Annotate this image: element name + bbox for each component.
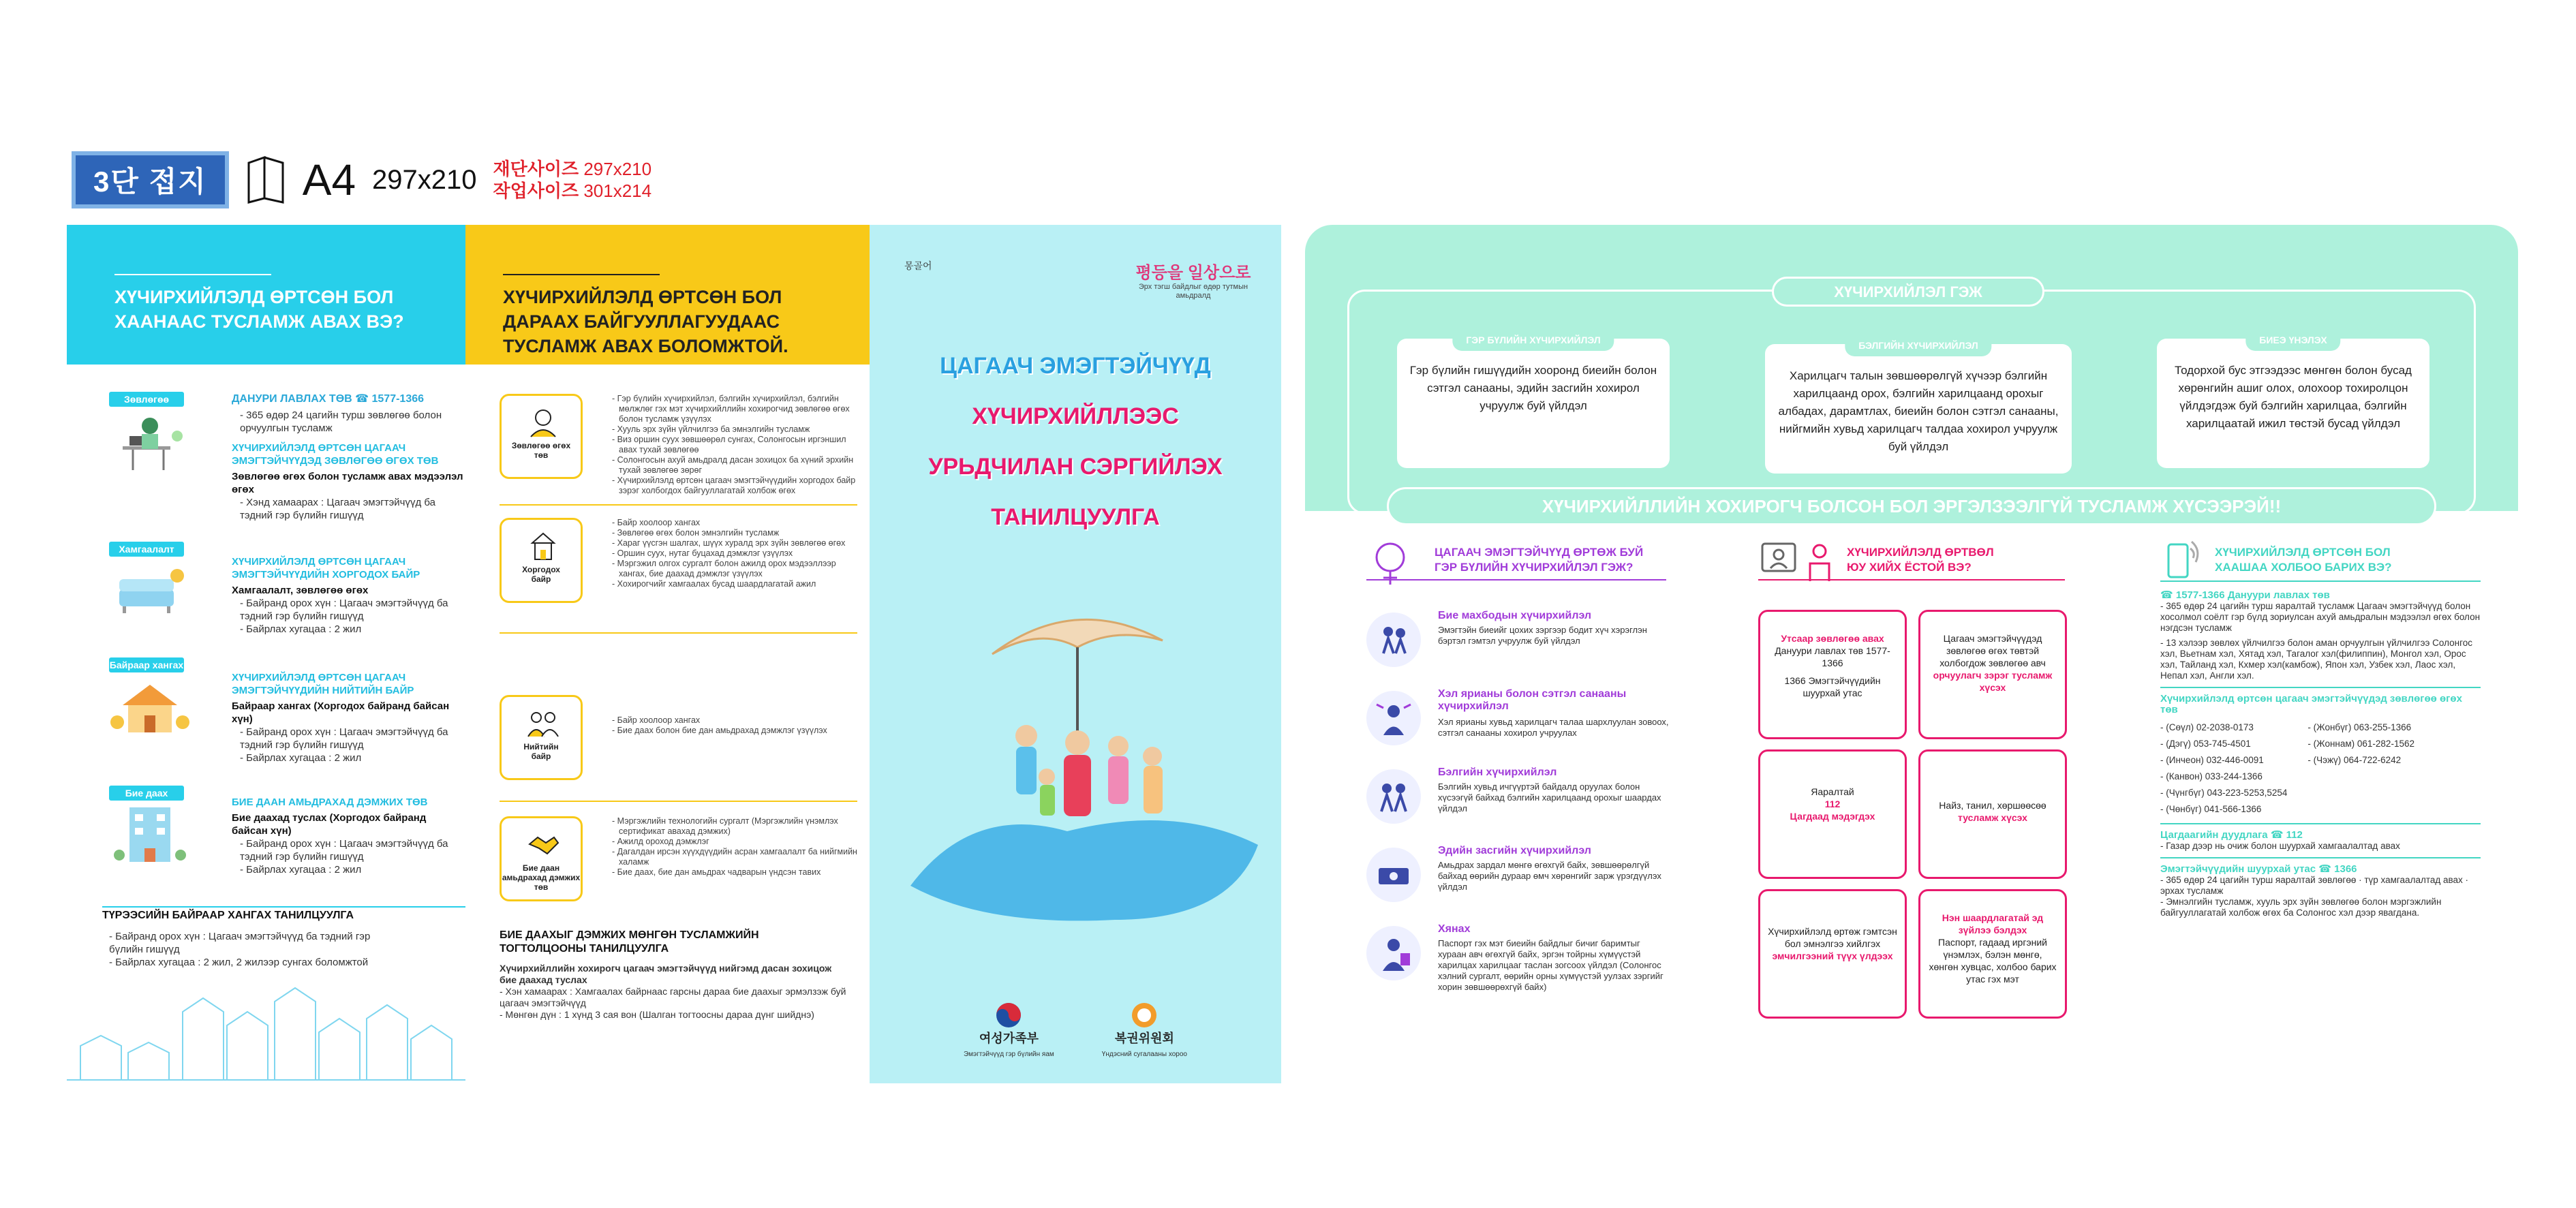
- violence-type: [1366, 688, 1669, 760]
- org-items: [612, 518, 857, 589]
- section2-subtitle: ХҮЧИРХИЙЛЭЛД ӨРТСӨН ЦАГААЧ ЭМЭГТЭЙЧҮҮДИЙН ХОРГОДОХ БАЙР: [232, 556, 420, 580]
- definition-card: [1765, 340, 2072, 474]
- violence-type-title: Бэлгийн хүчирхийлэл: [1438, 766, 1557, 778]
- umbrella-family-illustration-icon: [890, 600, 1272, 940]
- org-items: [612, 715, 857, 736]
- section-tag: Байраар хангах: [109, 657, 184, 672]
- ministry-subtitle: Эмэгтэйчүүд гэр бүлийн яам: [964, 1051, 1054, 1058]
- contact-line: - 365 өдөр 24 цагийн турш яаралтай зөвлөгөө · түр хамгаалалтад авах · эрхах тусламж: [2160, 875, 2469, 896]
- panel1-title-line1: ХҮЧИРХИЙЛЭЛД ӨРТСӨН БОЛ: [114, 287, 394, 307]
- org-name: амьдрахад дэмжих төв: [502, 873, 581, 892]
- lottery-council-icon: [1131, 1002, 1158, 1029]
- section1-subtitle: ХҮЧИРХИЙЛЭЛД ӨРТСӨН ЦАГААЧ ЭМЭГТЭЙЧҮҮДЭД ЗӨВЛӨГӨӨ ӨГӨХ ТӨВ: [232, 442, 439, 467]
- org-list-item: - Виз оршин суух зөвшөөрөл сунгах, Солонгосын иргэншил авах тухай зөвлөгөө: [612, 435, 846, 454]
- card-title: ГЭР БҮЛИЙН ХҮЧИРХИЙЛЭЛ: [1452, 329, 1614, 351]
- org-name: байр: [531, 574, 551, 584]
- self-help-text: [500, 963, 847, 1021]
- definition-card: [1397, 335, 1670, 468]
- column1-title-line2: ГЭР БҮЛИЙН ХҮЧИРХИЙЛЭЛ ГЭЖ?: [1435, 561, 1634, 574]
- ministry-logo: [964, 1002, 1054, 1058]
- org-box: [500, 695, 583, 780]
- org-list-item: - Байр хоолоор хангах: [612, 715, 701, 725]
- city-list-left: [2160, 719, 2287, 818]
- violence-type-desc: Амьдрах зардал мөнгө өгөхгүй байх, зөвшөөрөлгүй байхад өөрийн дураар өмч хөрөнгийг зарж үрэгдүүлэх үйлдэл: [1438, 860, 1661, 892]
- violence-type: [1366, 766, 1666, 838]
- violence-type-title: Хэл ярианы болон сэтгэл санааны хүчирхийлэл: [1438, 688, 1627, 712]
- city-phone: - (Чөнбүг) 041-566-1366: [2160, 804, 2262, 814]
- contact-heading: Цагдаагийн дуудлага ☎ 112: [2160, 829, 2303, 841]
- org-list-item: - Дагалдан ирсэн хүүхдүүдийн асран хамгаалалт ба нийгмийн халамж: [612, 847, 857, 867]
- panel-where-help: [67, 225, 465, 1083]
- paper-dims: 297x210: [372, 164, 477, 195]
- language-label: 몽골어: [904, 260, 932, 271]
- counselor-icon: [527, 405, 559, 438]
- org-list-item: - Солонгосын ахуй амьдралд дасан зохицох ба хүний эрхийн тухай зөвлөгөө зөрөг: [612, 455, 854, 475]
- fold-type-badge: 3단 접지: [72, 151, 229, 208]
- action-text: Паспорт, гадаад иргэний үнэмлэх, бэлэн мөнгө, хөнгөн хувцас, холбоо барих утас гэх мэт: [1929, 937, 2057, 985]
- section4-line: - Байрлах хугацаа : 2 жил: [240, 864, 362, 876]
- contact-heading: Хүчирхийлэлд өртсөн цагаач эмэгтэйчүүдэд зөвлөгөө өгөх төв: [2160, 693, 2462, 715]
- contact-line: - Газар дээр нь очиж болон шуурхай хамгаалалтад авах: [2160, 841, 2400, 851]
- what-to-do-column: [1758, 545, 2065, 985]
- column3-title-line1: ХҮЧИРХИЙЛЭЛД ӨРТСӨН БОЛ: [2215, 546, 2391, 559]
- contacts-column: [2160, 545, 2481, 918]
- action-text: Дануури лавлах төв 1577-1366: [1775, 645, 1890, 668]
- sponsor-logos: [870, 1002, 1281, 1058]
- slogan-banner: ХҮЧИРХИЙЛЛИЙН ХОХИРОГЧ БОЛСОН БОЛ ЭРГЭЛЗЭЭЛГҮЙ ТУСЛАМЖ ХҮСЭЭРЭЙ!!: [1387, 487, 2436, 525]
- org-list-item: - Бие даах, бие дан амьдрах чадварын үндсэн тавих: [612, 867, 821, 877]
- city-phone: - (Жонбүг) 063-255-1366: [2307, 722, 2412, 732]
- city-phone: - (Дэгү) 053-745-4501: [2160, 739, 2251, 749]
- org-list-item: - Мэргэжил олгох сургалт болон ажилд орох мэдээллээр хангах, бие даахад дэмжлэг үзүүлэх: [612, 559, 836, 578]
- control-icon: [1366, 926, 1421, 980]
- city-phone: - (Сөүл) 02-2038-0173: [2160, 722, 2254, 732]
- action-text: Найз, танил, хөршөөсөө: [1939, 800, 2046, 811]
- violence-type-title: Эдийн засгийн хүчирхийлэл: [1438, 845, 1591, 856]
- column2-title: [1758, 545, 2065, 575]
- counseling-illustration-icon: [109, 409, 191, 477]
- section2-line: - Байрлах хугацаа : 2 жил: [240, 623, 362, 635]
- divider: [2160, 823, 2481, 824]
- org-box: [500, 816, 583, 901]
- section-tag: Бие даах: [109, 786, 184, 801]
- work-size: 301x214: [583, 181, 652, 201]
- definition-card: [2157, 335, 2429, 468]
- cut-label: 재단사이즈: [493, 159, 579, 179]
- section4-text: [232, 796, 463, 876]
- city-phone: - (Инчеон) 032-446-0091: [2160, 755, 2264, 765]
- org-name: Нийтийн: [523, 742, 559, 752]
- violence-type: [1366, 923, 1666, 1019]
- section-tag: Зөвлөгөө: [109, 392, 184, 407]
- contact-line: - 13 хэлээр зөвлөх үйлчилгээ болон аман орчуулгын үйлчилгээ Солонгос хэл, Вьетнам хэл, Хятад хэл, Тагалог хэл(филиппин), Монгол хэл, Орос хэл, Тайланд хэл, Кхмер хэл(камбож), Япон хэл, Узбек хэл, Лаос хэл, Непал хэл, Англи хэл.: [2160, 638, 2472, 681]
- org-list-item: - Зөвлөгөө өгөх болон эмнэлгийн тусламж: [612, 528, 780, 538]
- section1-text: [232, 409, 463, 522]
- org-box: [500, 518, 583, 603]
- house-illustration-icon: [109, 675, 191, 743]
- violence-type-title: Хянах: [1438, 923, 1471, 935]
- org-list-item: - Байр хоолоор хангах: [612, 518, 701, 527]
- city-numbers: [2160, 719, 2481, 818]
- housing-title: ТҮРЭЭСИЙН БАЙРААР ХАНГАХ ТАНИЛЦУУЛГА: [102, 910, 354, 921]
- org-name: Зөвлөгөө өгөх: [511, 441, 571, 450]
- action-box: [1758, 749, 1907, 879]
- definition-title: ХҮЧИРХИЙЛЭЛ ГЭЖ: [1772, 277, 2044, 307]
- section3-bold: Байраар хангах (Хоргодох байранд байсан хүн): [232, 700, 450, 725]
- section4-bold: Бие даахад туслах (Хоргодох байранд байсан хүн): [232, 812, 427, 837]
- taegeuk-icon: [995, 1002, 1022, 1029]
- sexual-violence-icon: [1366, 769, 1421, 824]
- contact-line: - Эмнэлгийн тусламж, хууль эрх зүйн зөвлөгөө болон мэргэжлийн байгууллагатай холбож өгөх ба Солонгос хэл дээр явагдана.: [2160, 897, 2442, 918]
- action-box: [1918, 889, 2067, 1019]
- inner-page: [1305, 225, 2518, 1083]
- city-list-right: [2307, 719, 2414, 818]
- cover-panel: [870, 225, 1281, 1083]
- section1-line2: - Хэнд хамаарах : Цагаач эмэгтэйчүүд ба тэдний гэр бүлийн гишүүд: [240, 497, 435, 521]
- org-box: [500, 394, 583, 479]
- economic-violence-icon: [1366, 848, 1421, 902]
- housing-item: - Байранд орох хүн : Цагаач эмэгтэйчүүд ба тэдний гэр бүлийн гишүүд: [109, 931, 371, 955]
- divider: [1758, 579, 2065, 580]
- section1-bold: Зөвлөгөө өгөх болон тусламж авах мэдээлэл өгөх: [232, 471, 463, 495]
- self-help-line: - Мөнгөн дүн : 1 хүнд 3 сая вон (Шалган тогтоосны дараа дүнг шийднэ): [500, 1009, 814, 1020]
- panel2-header: [465, 225, 870, 365]
- fold-icon: [245, 156, 286, 204]
- section3-subtitle: ХҮЧИРХИЙЛЭЛД ӨРТСӨН ЦАГААЧ ЭМЭГТЭЙЧҮҮДИЙН НИЙТИЙН БАЙР: [232, 672, 414, 696]
- physical-violence-icon: [1366, 613, 1421, 667]
- campaign-logo-text: 평등을 일상으로: [1135, 264, 1251, 282]
- org-name: Хоргодох: [522, 565, 560, 574]
- section1-line: - 365 өдөр 24 цагийн турш зөвлөгөө болон орчуулгын тусламж: [240, 409, 442, 434]
- action-title: Нэн шаардлагатай эд зүйлээ бэлдэх: [1942, 912, 2044, 935]
- card-text: Харилцагч талын зөвшөөрөлгүй хүчээр бэлгийн харилцаанд орох, бэлгийн харилцаанд орохыг албадах, дарамтлах, биеийн болон сэтгэл санааны, нийгмийн хувьд харилцагч талдаа хохирол учруулж буй үйлдэл: [1778, 369, 2059, 453]
- city-phone: - (Жоннам) 061-282-1562: [2307, 739, 2414, 749]
- column1-title-line1: ЦАГААЧ ЭМЭГТЭЙЧҮҮД ӨРТӨЖ БУЙ: [1435, 546, 1644, 559]
- action-text: Яаралтай: [1811, 786, 1854, 797]
- violence-type-desc: Эмэгтэйн биеийг цохих зэргээр бодит хүч хэрэглэн бэртэл гэмтэл учруулж буй үйлдэл: [1438, 625, 1647, 646]
- action-box: [1918, 749, 2067, 879]
- contact-line: - 365 өдөр 24 цагийн турш яаралтай тусламж Цагаач эмэгтэйчүүд болон хосолмол соёлт гэр бүлд зориулсан ахуй амьдралын мэдээлэл өгөх болон нэгдсэн тусламж: [2160, 601, 2481, 633]
- divider: [500, 632, 857, 634]
- divider: [2160, 687, 2481, 688]
- campaign-logo: [1132, 259, 1255, 300]
- size-info: [493, 158, 652, 202]
- section-tag: Хамгаалалт: [109, 542, 184, 557]
- women-symbol-icon: [1366, 538, 1414, 586]
- self-help-subtitle: Хүчирхийллийн хохирогч цагаач эмэгтэйчүүд нийгэмд дасан зохицож бие даахад туслах: [500, 963, 832, 985]
- section2-bold: Хамгаалалт, зөвлөгөө өгөх: [232, 585, 369, 596]
- section4-subtitle: БИЕ ДААН АМЬДРАХАД ДЭМЖИХ ТӨВ: [232, 796, 428, 808]
- print-spec: [72, 153, 651, 206]
- org-list-item: - Ажилд ороход дэмжлэг: [612, 837, 709, 846]
- action-highlight: тусламж хүсэх: [1958, 812, 2027, 823]
- housing-list: [109, 930, 395, 969]
- action-text: Цагаач эмэгтэйчүүдэд зөвлөгөө өгөх төвтэй холбогдож зөвлөгөө авч: [1939, 633, 2046, 668]
- housing-item: - Байрлах хугацаа : 2 жил, 2 жилээр сунгах боломжтой: [109, 957, 369, 968]
- section3-line: - Байрлах хугацаа : 2 жил: [240, 752, 362, 764]
- shelter-icon: [527, 529, 559, 562]
- cover-title-line2: ХҮЧИРХИЙЛЛЭЭС: [972, 403, 1179, 429]
- column2-title-line1: ХҮЧИРХИЙЛЭЛД ӨРТВӨЛ: [1847, 546, 1994, 559]
- action-highlight: Цагдаад мэдэгдэх: [1790, 811, 1875, 822]
- org-list-item: - Оршин суух, нутаг буцахад дэмжлэг үзүүлэх: [612, 548, 793, 558]
- org-items: [612, 394, 857, 496]
- sofa-illustration-icon: [109, 559, 191, 627]
- org-items: [612, 816, 857, 878]
- council-logo: [1102, 1002, 1187, 1058]
- section3-line: - Байранд орох хүн : Цагаач эмэгтэйчүүд ба тэдний гэр бүлийн гишүүд: [240, 726, 448, 751]
- panel2-title-line1: ХҮЧИРХИЙЛЭЛД ӨРТСӨН БОЛ: [503, 287, 782, 307]
- section3-text: [232, 671, 463, 764]
- council-name: 복권위원회: [1114, 1032, 1174, 1045]
- panel-organizations: [465, 225, 870, 1083]
- contact-heading: ☎ 1577-1366 Дануури лавлах төв: [2160, 589, 2330, 601]
- cover-title-line4: ТАНИЛЦУУЛГА: [991, 504, 1160, 530]
- person-icon: [1806, 542, 1833, 583]
- building-illustration-icon: [109, 801, 191, 869]
- org-list-item: - Хараг үүсгэн шалгах, шүүх хуралд эрх зүйн зөвлөгөө өгөх: [612, 538, 846, 548]
- violence-type-desc: Хэл ярианы хувьд харилцагч талаа шархлуулан зовоох, сэтгэл санааны хохирол учруулах: [1438, 717, 1669, 738]
- card-title: БИЕЭ ҮНЭЛЭХ: [2245, 329, 2340, 351]
- divider: [2160, 580, 2481, 582]
- section2-line: - Байранд орох хүн : Цагаач эмэгтэйчүүд ба тэдний гэр бүлийн гишүүд: [240, 598, 448, 622]
- column3-title: [2160, 545, 2481, 575]
- action-title: Утсаар зөвлөгөө авах: [1781, 633, 1884, 644]
- group-housing-icon: [527, 707, 559, 739]
- org-name: төв: [534, 450, 549, 460]
- contacts-list: [2160, 590, 2481, 918]
- self-help-title: БИЕ ДААХЫГ ДЭМЖИХ МӨНГӨН ТУСЛАМЖИЙН ТОГТОЛЦООНЫ ТАНИЛЦУУЛГА: [500, 929, 759, 955]
- column2-title-line2: ЮУ ХИЙХ ЁСТОЙ ВЭ?: [1847, 561, 1972, 574]
- org-name: байр: [531, 752, 551, 761]
- column3-title-line2: ХААШАА ХОЛБОО БАРИХ ВЭ?: [2215, 561, 2392, 574]
- section2-text: [232, 555, 463, 636]
- violence-type-title: Бие махбодын хүчирхийлэл: [1438, 610, 1592, 621]
- org-list-item: - Хүчирхийлэлд өртсөн цагаач эмэгтэйчүүдийн хоргодох байр зэрэг холбогдох байгууллагатай холбож өгөх: [612, 476, 856, 495]
- panel2-title-line2: ДАРААХ БАЙГУУЛЛАГУУДААС ТУСЛАМЖ АВАХ БОЛОМЖТОЙ.: [503, 311, 788, 356]
- id-card-icon: [1758, 538, 1799, 579]
- section4-line: - Байранд орох хүн : Цагаач эмэгтэйчүүд ба тэдний гэр бүлийн гишүүд: [240, 838, 448, 863]
- card-text: Тодорхой бус этгээдээс мөнгөн болон бусад хөрөнгийн ашиг олох, олохоор тохиролцон үйлдэгдэж буй бэлгийн харилцаа, бэлгийн харилцаатай ижил төстэй бусад үйлдэл: [2175, 364, 2412, 430]
- action-highlight: эмчилгээний түүх үлдээх: [1772, 950, 1893, 961]
- action-box: [1758, 610, 1907, 739]
- city-phone: - (Чүнгбүг) 043-223-5253,5254: [2160, 788, 2288, 798]
- org-list-item: - Мэргэжлийн технологийн сургалт (Мэргэжлийн үнэмлэх сертификат авахад дэмжих): [612, 816, 838, 836]
- action-highlight: орчуулагч зэрэг тусламж хүсэх: [1933, 670, 2053, 693]
- org-list-item: - Бие даах болон бие дан амьдрахад дэмжлэг үзүүлэх: [612, 726, 827, 735]
- cover-title-line3: УРЬДЧИЛАН СЭРГИЙЛЭХ: [928, 454, 1223, 480]
- action-box: [1758, 889, 1907, 1019]
- card-text: Гэр бүлийн гишүүдийн хооронд биеийн болон сэтгэл санааны, эдийн засгийн хохирол учруулж буй үйлдэл: [1409, 364, 1657, 412]
- violence-type: [1366, 610, 1666, 681]
- violence-type-desc: Паспорт гэх мэт биеийн байдлыг бичиг баримтыг хураан авч өгөхгүй байх, эргэн тойрны хүмүүстэй харилцах харилцааг таслан зогсоох үйлдэл (Солонгос хэлний сургалт, өөрийн орны хүмүүстэй уулзах зэргийг хорин зөвшөөрөхгүй байх): [1438, 938, 1663, 992]
- contact-heading: Эмэгтэйчүүдийн шуурхай утас ☎ 1366: [2160, 863, 2357, 875]
- violence-type: [1366, 845, 1666, 916]
- city-phone: - (Чэжү) 064-722-6242: [2307, 755, 2402, 765]
- divider: [500, 801, 857, 802]
- city-phone: - (Канвон) 033-244-1366: [2160, 771, 2263, 781]
- action-text: 1366 Эмэгтэйчүүдийн шуурхай утас: [1784, 675, 1881, 698]
- cover-title-line1: ЦАГААЧ ЭМЭГТЭЙЧҮҮД: [940, 353, 1211, 379]
- divider: [102, 906, 465, 908]
- self-help-line: - Хэн хамаарах : Хамгаалах байрнаас гарсны дараа бие даахыг эрмэлзэж буй цагаач эмэгтэйчүүд: [500, 986, 846, 1008]
- cut-size: 297x210: [583, 159, 652, 179]
- panel1-title-line2: ХААНААС ТУСЛАМЖ АВАХ ВЭ?: [114, 311, 404, 332]
- ministry-name: 여성가족부: [979, 1032, 1039, 1045]
- violence-type-desc: Бэлгийн хувьд ичгүүртэй байдалд оруулах болон хүсээгүй байхад бэлгийн харилцаанд орохыг шаардах үйлдэл: [1438, 781, 1661, 814]
- campaign-logo-subtitle: Эрх тэгш байдлыг өдөр тутмын амьдралд: [1138, 283, 1248, 300]
- verbal-violence-icon: [1366, 691, 1421, 745]
- panel1-header: [67, 225, 465, 365]
- paper-size: A4: [302, 155, 356, 204]
- violence-types-column: [1366, 545, 1669, 992]
- card-title: БЭЛГИЙН ХҮЧИРХИЙЛЭЛ: [1845, 335, 1991, 356]
- phone-icon: [2160, 535, 2208, 583]
- org-list-item: - Хууль эрх зүйн үйлчилгээ ба эмнэлгийн тусламж: [612, 424, 810, 434]
- divider: [500, 504, 857, 506]
- org-list-item: - Гэр бүлийн хүчирхийлэл, бэлгийн хүчирхийлэл, бэлгийн мөлжлөг гэх мэт хүчирхийллийн хохирогчид зөвлөгөө өгөх болон тусламж үзүүлэх: [612, 394, 850, 424]
- council-subtitle: Үндэсний сугалааны хороо: [1101, 1051, 1187, 1058]
- handshake-icon: [527, 828, 559, 861]
- danuri-contact: ДАНУРИ ЛАВЛАХ ТӨВ ☎ 1577-1366: [232, 393, 425, 405]
- action-highlight: 112: [1824, 799, 1841, 809]
- action-box: [1918, 610, 2067, 739]
- city-skyline-icon: [67, 971, 465, 1083]
- divider: [2160, 857, 2481, 858]
- org-list-item: - Хохирогчийг хамгаалах бусад шаардлагатай ажил: [612, 579, 816, 589]
- work-label: 작업사이즈: [493, 181, 579, 201]
- action-text: Хүчирхийлэлд өртөж гэмтсэн бол эмнэлгээ хийлгэх: [1768, 926, 1897, 949]
- org-name: Бие даан: [522, 863, 560, 873]
